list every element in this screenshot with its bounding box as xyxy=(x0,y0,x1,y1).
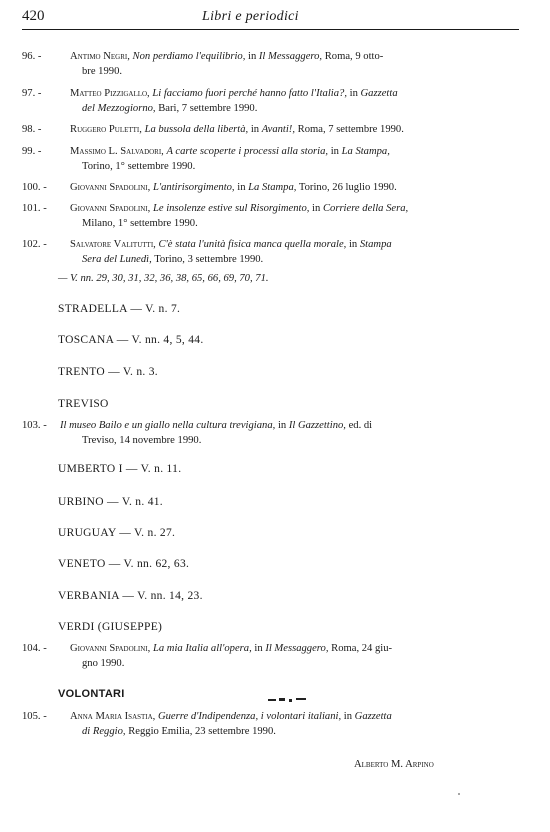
entry-in: in xyxy=(237,182,246,193)
entry-in: in xyxy=(250,124,260,135)
entry-source: La Stampa, xyxy=(248,182,297,193)
entry-in: in xyxy=(248,51,257,62)
entry-details: Roma, 24 giu- xyxy=(331,643,393,654)
subject-verbania: VERBANIA — V. nn. 14, 23. xyxy=(58,590,203,602)
subject-verdi: VERDI (GIUSEPPE) xyxy=(58,621,163,633)
entry-in: in xyxy=(254,643,263,654)
entry-in: in xyxy=(330,146,339,157)
entry-continuation: Torino, 1° settembre 1990. xyxy=(82,160,196,172)
entry-in: in xyxy=(277,420,287,431)
entry-details: Roma, 9 otto- xyxy=(324,51,384,62)
entry-title: Non perdiamo l'equilibrio, xyxy=(132,51,246,62)
subject-trento: TRENTO — V. n. 3. xyxy=(58,366,158,378)
entry-title: A carte scoperte i processi alla storia, xyxy=(166,146,329,157)
bibliography-entry xyxy=(22,238,522,267)
entry-source: Stampa xyxy=(359,239,392,250)
bibliography-entry xyxy=(22,419,522,448)
entry-source: Gazzetta xyxy=(354,711,392,722)
subject-volontari: VOLONTARI xyxy=(58,688,125,700)
bibliography-entry xyxy=(22,642,522,671)
entry-number: 98. - xyxy=(22,124,42,135)
entry-source-cont: del Mezzogiorno, xyxy=(82,102,156,114)
entry-title: Il museo Bailo e un giallo nella cultura trevigiana, xyxy=(60,420,276,431)
entry-number: 100. - xyxy=(22,182,47,193)
entry-author: Massimo L. Salvadori, xyxy=(70,146,164,157)
entry-source: Il Messaggero, xyxy=(258,51,323,62)
entry-source-cont: di Reggio, xyxy=(82,725,126,737)
entry-author: Anna Maria Isastia, xyxy=(70,711,156,722)
entry-author: Salvatore Valitutti, xyxy=(70,239,156,250)
entry-continuation: bre 1990. xyxy=(82,65,123,77)
page-number: 420 xyxy=(22,8,45,24)
author-signature: Alberto M. Arpino xyxy=(354,759,434,770)
entry-details: Torino, 3 settembre 1990. xyxy=(154,253,264,265)
subject-treviso: TREVISO xyxy=(58,398,109,410)
entry-title: Le insolenze estive sul Risorgimento, xyxy=(152,203,310,214)
entry-title: Li facciamo fuori perché hanno fatto l'Italia?, xyxy=(152,88,347,99)
entry-title: La mia Italia all'opera, xyxy=(152,643,252,654)
entry-source: La Stampa, xyxy=(341,146,390,157)
entry-title: Guerre d'Indipendenza, i volontari italiani, xyxy=(157,711,342,722)
entry-details: Roma, 7 settembre 1990. xyxy=(297,124,404,135)
entry-in: in xyxy=(349,88,358,99)
subject-stradella: STRADELLA — V. n. 7. xyxy=(58,303,181,315)
entry-number: 104. - xyxy=(22,643,47,654)
entry-continuation: Milano, 1° settembre 1990. xyxy=(82,217,198,229)
bibliography-entry xyxy=(22,50,522,79)
entry-author: Ruggero Puletti, xyxy=(70,124,142,135)
entry-number: 105. - xyxy=(22,711,47,722)
entry-number: 102. - xyxy=(22,239,47,250)
entry-in: in xyxy=(312,203,321,214)
entry-title: C'è stata l'unità fisica manca quella morale, xyxy=(158,239,347,250)
entry-details: ed. di xyxy=(348,420,373,431)
bibliography-entry xyxy=(22,181,522,196)
entry-continuation: gno 1990. xyxy=(82,657,125,669)
entry-author: Giovanni Spadolini, xyxy=(70,203,151,214)
subject-veneto: VENETO — V. nn. 62, 63. xyxy=(58,558,190,570)
print-speck xyxy=(458,793,460,795)
running-title: Libri e periodici xyxy=(202,9,299,24)
entry-details: Torino, 26 luglio 1990. xyxy=(298,182,397,193)
subject-umberto: UMBERTO I — V. n. 11. xyxy=(58,463,182,475)
entry-details: Reggio Emilia, 23 settembre 1990. xyxy=(128,725,276,737)
header-rule xyxy=(22,29,519,30)
entry-author: Giovanni Spadolini, xyxy=(70,643,151,654)
entry-number: 99. - xyxy=(22,146,42,157)
entry-details: Bari, 7 settembre 1990. xyxy=(158,102,258,114)
print-smudge xyxy=(266,696,326,704)
entry-title: La bussola della libertà, xyxy=(144,124,249,135)
entry-in: in xyxy=(348,239,358,250)
entry-continuation: Treviso, 14 novembre 1990. xyxy=(82,434,202,446)
bibliography-entry xyxy=(22,87,522,116)
entry-in: in xyxy=(343,711,353,722)
bibliography-entry xyxy=(22,123,522,138)
subject-urbino: URBINO — V. n. 41. xyxy=(58,496,163,508)
entry-author: Matteo Pizzigallo, xyxy=(70,88,150,99)
entry-number: 96. - xyxy=(22,51,42,62)
bibliography-entry xyxy=(22,202,522,231)
entry-title: L'antirisorgimento, xyxy=(152,182,235,193)
entry-author: Antimo Negri, xyxy=(70,51,130,62)
entry-number: 101. - xyxy=(22,203,47,214)
entry-source-cont: Sera del Lunedì, xyxy=(82,253,152,265)
page-header xyxy=(22,8,522,30)
entry-author: Giovanni Spadolini, xyxy=(70,182,151,193)
entry-source: Gazzetta xyxy=(360,88,398,99)
subject-toscana: TOSCANA — V. nn. 4, 5, 44. xyxy=(58,334,204,346)
bibliography-entry xyxy=(22,710,522,739)
see-also-refs: — V. nn. 29, 30, 31, 32, 36, 38, 65, 66, 69, 70, 71. xyxy=(58,273,269,284)
entry-source: Avanti!, xyxy=(261,124,295,135)
entry-source: Corriere della Sera, xyxy=(322,203,409,214)
entry-source: Il Messaggero, xyxy=(265,643,329,654)
bibliography-entry xyxy=(22,145,522,174)
subject-uruguay: URUGUAY — V. n. 27. xyxy=(58,527,176,539)
entry-source: Il Gazzettino, xyxy=(288,420,346,431)
entry-number: 103. - xyxy=(22,420,47,431)
entry-number: 97. - xyxy=(22,88,42,99)
